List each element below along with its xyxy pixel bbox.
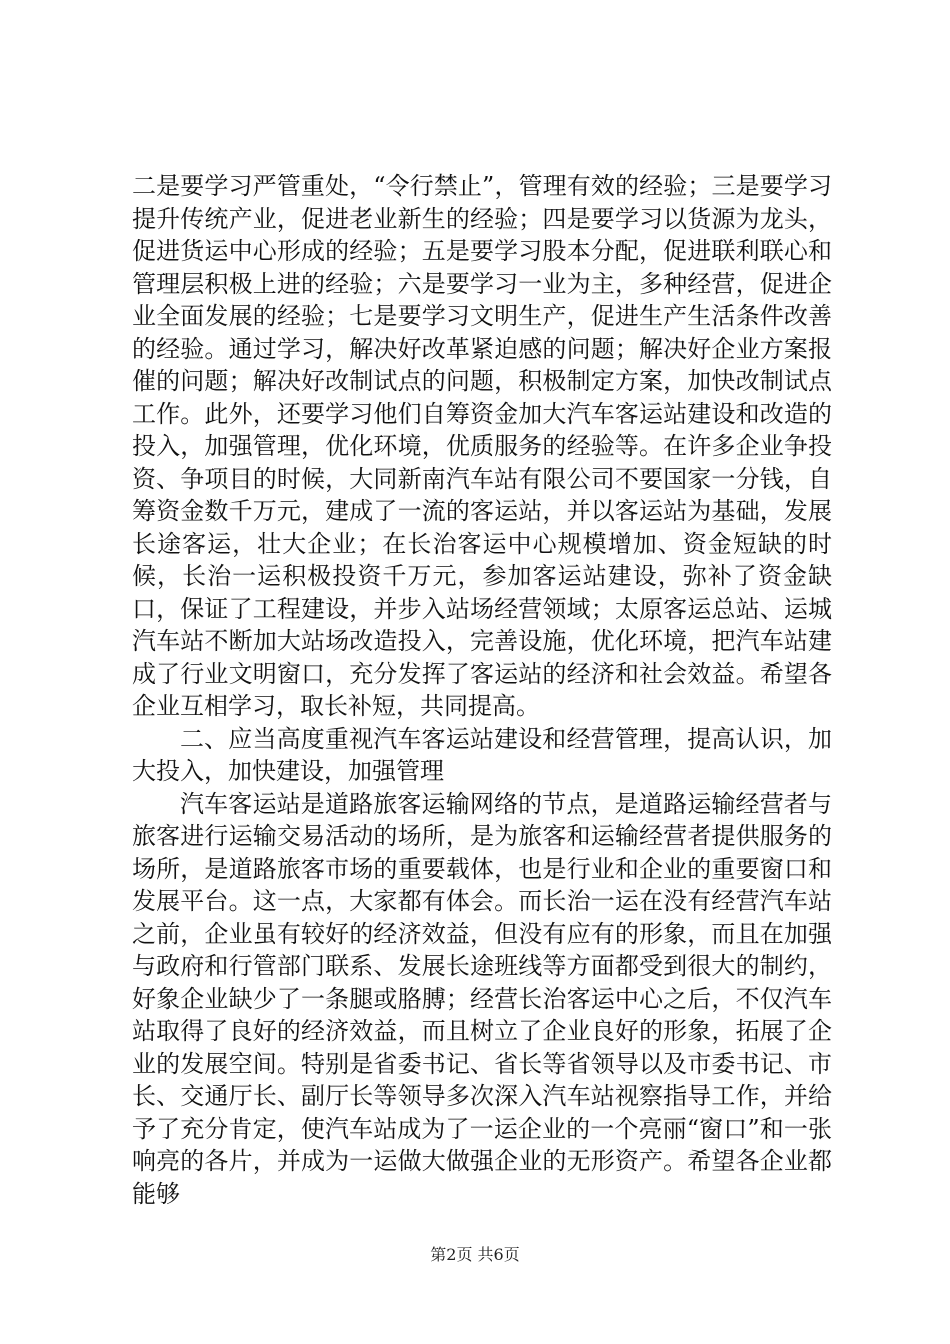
section-heading: 二、应当高度重视汽车客运站建设和经营管理，提高认识，加大投入，加快建设，加强管理 (132, 724, 832, 785)
page-footer (0, 1245, 950, 1265)
document-body (132, 170, 832, 1210)
paragraph-1: 二是要学习严管重处，“令行禁止”，管理有效的经验；三是要学习提升传统产业，促进老业新生的经验；四是要学习以货源为龙头，促进货运中心形成的经验；五是要学习股本分配，促进联利联心和管理层积极上进的经验；六是要学习一业为主，多种经营，促进企业全面发展的经验；七是要学习文明生产，促进生产生活条件改善的经验。通过学习，解决好改革紧迫感的问题；解决好企业方案报催的问题；解决好改制试点的问题，积极制定方案，加快改制试点工作。此外，还要学习他们自筹资金加大汽车客运站建设和改造的投入，加强管理，优化环境，优质服务的经验等。在许多企业争投资、争项目的时候，大同新南汽车站有限公司不要国家一分钱，自筹资金数千万元，建成了一流的客运站，并以客运站为基础，发展长途客运，壮大企业；在长治客运中心规模增加、资金短缺的时候，长治一运积极投资千万元，参加客运站建设，弥补了资金缺口，保证了工程建设，并步入站场经营领域；太原客运总站、运城汽车站不断加大站场改造投入，完善设施，优化环境，把汽车站建成了行业文明窗口，充分发挥了客运站的经济和社会效益。希望各企业互相学习，取长补短，共同提高。 (132, 172, 832, 720)
page-number-label: 第2页 共6页 (430, 1245, 520, 1264)
paragraph-3: 汽车客运站是道路旅客运输网络的节点，是道路运输经营者与旅客进行运输交易活动的场所，是为旅客和运输经营者提供服务的场所，是道路旅客市场的重要载体，也是行业和企业的重要窗口和发展平台。这一点，大家都有体会。而长治一运在没有经营汽车站之前，企业虽有较好的经济效益，但没有应有的形象，而且在加强与政府和行管部门联系、发展长途班线等方面都受到很大的制约，好象企业缺少了一条腿或胳膊；经营长治客运中心之后，不仅汽车站取得了良好的经济效益，而且树立了企业良好的形象，拓展了企业的发展空间。特别是省委书记、省长等省领导以及市委书记、市长、交通厅长、副厅长等领导多次深入汽车站视察指导工作，并给予了充分肯定，使汽车站成为了一运企业的一个亮丽“窗口”和一张响亮的各片，并成为一运做大做强企业的无形资产。希望各企业都能够 (132, 789, 832, 1208)
